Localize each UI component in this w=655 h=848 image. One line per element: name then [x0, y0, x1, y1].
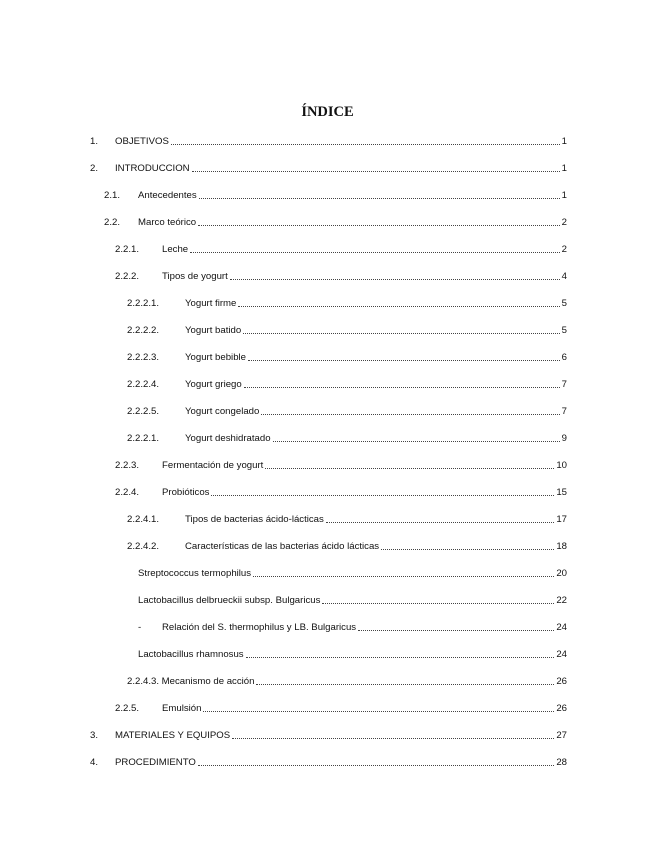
toc-entry[interactable]	[138, 647, 567, 661]
toc-entry-label: Yogurt congelado	[185, 406, 260, 417]
toc-entry-label: Yogurt firme	[185, 298, 237, 309]
toc-entry-page: 20	[556, 568, 567, 579]
toc-entry[interactable]	[127, 296, 567, 310]
toc-entry-label: 2.2.4.3. Mecanismo de acción	[127, 676, 255, 687]
toc-entry-label: Tipos de bacterias ácido-lácticas	[185, 514, 324, 525]
toc-entry[interactable]	[127, 539, 567, 553]
toc-entry-number: 2.2.4.2.	[127, 541, 160, 552]
toc-entry-label: Antecedentes	[138, 190, 197, 201]
toc-entry[interactable]	[90, 161, 567, 175]
dot-leader	[190, 252, 560, 253]
toc-entry[interactable]	[104, 188, 567, 202]
toc-entry-number: 2.1.	[104, 190, 121, 201]
toc-entry-number: 2.2.2.1.	[127, 433, 160, 444]
toc-entry-page: 24	[556, 649, 567, 660]
toc-entry-page: 5	[561, 298, 567, 309]
toc-entry[interactable]	[90, 755, 567, 769]
toc-entry-page: 24	[556, 622, 567, 633]
dot-leader	[198, 225, 560, 226]
toc-entry-number: 2.	[90, 163, 99, 174]
toc-entry-page: 17	[556, 514, 567, 525]
dot-leader	[265, 468, 554, 469]
toc-entry[interactable]	[138, 593, 567, 607]
toc-entry-number: 2.2.2.3.	[127, 352, 160, 363]
dot-leader	[171, 144, 560, 145]
toc-entry-label: Marco teórico	[138, 217, 197, 228]
toc-entry[interactable]	[115, 242, 567, 256]
toc-entry-label: Tipos de yogurt	[162, 271, 228, 282]
toc-entry-page: 26	[556, 703, 567, 714]
toc-entry-page: 7	[561, 406, 567, 417]
toc-entry-label: Emulsión	[162, 703, 202, 714]
page-title: ÍNDICE	[301, 104, 354, 120]
toc-entry[interactable]	[115, 485, 567, 499]
toc-entry[interactable]	[127, 512, 567, 526]
toc-entry-number: 2.2.5.	[115, 703, 140, 714]
toc-entry[interactable]	[127, 431, 567, 445]
toc-entry-label: Yogurt bebible	[185, 352, 246, 363]
toc-entry-page: 28	[556, 757, 567, 768]
dot-leader	[248, 360, 560, 361]
toc-entry[interactable]	[90, 728, 567, 742]
toc-entry-label: INTRODUCCION	[115, 163, 190, 174]
dot-leader	[192, 171, 560, 172]
dot-leader	[198, 765, 554, 766]
toc-entry-page: 4	[561, 271, 567, 282]
toc-entry[interactable]	[127, 323, 567, 337]
toc-entry-number: 2.2.3.	[115, 460, 140, 471]
toc-entry-page: 6	[561, 352, 567, 363]
toc-entry-page: 2	[561, 217, 567, 228]
toc-entry[interactable]	[115, 701, 567, 715]
toc-entry-page: 26	[556, 676, 567, 687]
toc-entry-label: Yogurt griego	[185, 379, 242, 390]
toc-entry-page: 9	[561, 433, 567, 444]
dot-leader	[326, 522, 555, 523]
toc-entry-page: 5	[561, 325, 567, 336]
toc-entry-label: Streptococcus termophilus	[138, 568, 252, 579]
toc-entry[interactable]	[104, 215, 567, 229]
toc-entry-label: Yogurt batido	[185, 325, 242, 336]
dot-leader	[253, 576, 554, 577]
toc-entry-number: 1.	[90, 136, 99, 147]
dot-leader	[244, 387, 560, 388]
toc-entry-label: Yogurt deshidratado	[185, 433, 271, 444]
toc-entry-number: 2.2.2.2.	[127, 325, 160, 336]
toc-entry-page: 2	[561, 244, 567, 255]
toc-entry-label: Probióticos	[162, 487, 210, 498]
toc-entry-number: 2.2.2.1.	[127, 298, 160, 309]
dot-leader	[256, 684, 554, 685]
toc-entry-page: 1	[561, 136, 567, 147]
dot-leader	[246, 657, 555, 658]
toc-entry[interactable]	[127, 350, 567, 364]
toc-entry[interactable]	[127, 377, 567, 391]
toc-entry[interactable]	[127, 674, 567, 688]
toc-entry-number: 2.2.4.1.	[127, 514, 160, 525]
toc-entry-label: Lactobacillus delbrueckii subsp. Bulgaricus	[138, 595, 321, 606]
dot-leader	[273, 441, 560, 442]
dot-leader	[232, 738, 554, 739]
dot-leader	[261, 414, 559, 415]
toc-entry-page: 27	[556, 730, 567, 741]
toc-entry-label: Lactobacillus rhamnosus	[138, 649, 244, 660]
dot-leader	[358, 630, 554, 631]
toc-entry-label: MATERIALES Y EQUIPOS	[115, 730, 231, 741]
toc-entry-page: 18	[556, 541, 567, 552]
toc-entry-number: 2.2.2.4.	[127, 379, 160, 390]
toc-entry-label: Leche	[162, 244, 189, 255]
toc-entry-label: PROCEDIMIENTO	[115, 757, 196, 768]
toc-entry-label: Características de las bacterias ácido lácticas	[185, 541, 380, 552]
toc-entry-page: 1	[561, 190, 567, 201]
toc-entry-page: 7	[561, 379, 567, 390]
toc-entry-number: 2.2.2.	[115, 271, 140, 282]
toc-entry-number: 2.2.4.	[115, 487, 140, 498]
dot-leader	[203, 711, 554, 712]
toc-entry-page: 1	[561, 163, 567, 174]
dot-leader	[211, 495, 554, 496]
toc-entry-number: 2.2.1.	[115, 244, 140, 255]
toc-entry-label: Fermentación de yogurt	[162, 460, 264, 471]
dot-leader	[238, 306, 559, 307]
toc-entry[interactable]	[90, 134, 567, 148]
toc-entry-page: 15	[556, 487, 567, 498]
toc-entry-number: 3.	[90, 730, 99, 741]
toc-entry-label: Relación del S. thermophilus y LB. Bulgaricus	[162, 622, 357, 633]
dot-leader	[381, 549, 554, 550]
toc-entry-label: OBJETIVOS	[115, 136, 169, 147]
toc-entry[interactable]	[138, 566, 567, 580]
dot-leader	[199, 198, 560, 199]
dot-leader	[243, 333, 559, 334]
toc-entry-number: 4.	[90, 757, 99, 768]
dot-leader	[322, 603, 554, 604]
toc-entry-number: 2.2.2.5.	[127, 406, 160, 417]
toc-entry[interactable]	[127, 404, 567, 418]
toc-entry-number: 2.2.	[104, 217, 121, 228]
dot-leader	[230, 279, 560, 280]
toc-entry[interactable]	[138, 620, 567, 634]
toc-entry-page: 10	[556, 460, 567, 471]
toc-entry[interactable]	[115, 458, 567, 472]
toc-entry-page: 22	[556, 595, 567, 606]
toc-entry-number: -	[138, 622, 142, 633]
toc-entry[interactable]	[115, 269, 567, 283]
